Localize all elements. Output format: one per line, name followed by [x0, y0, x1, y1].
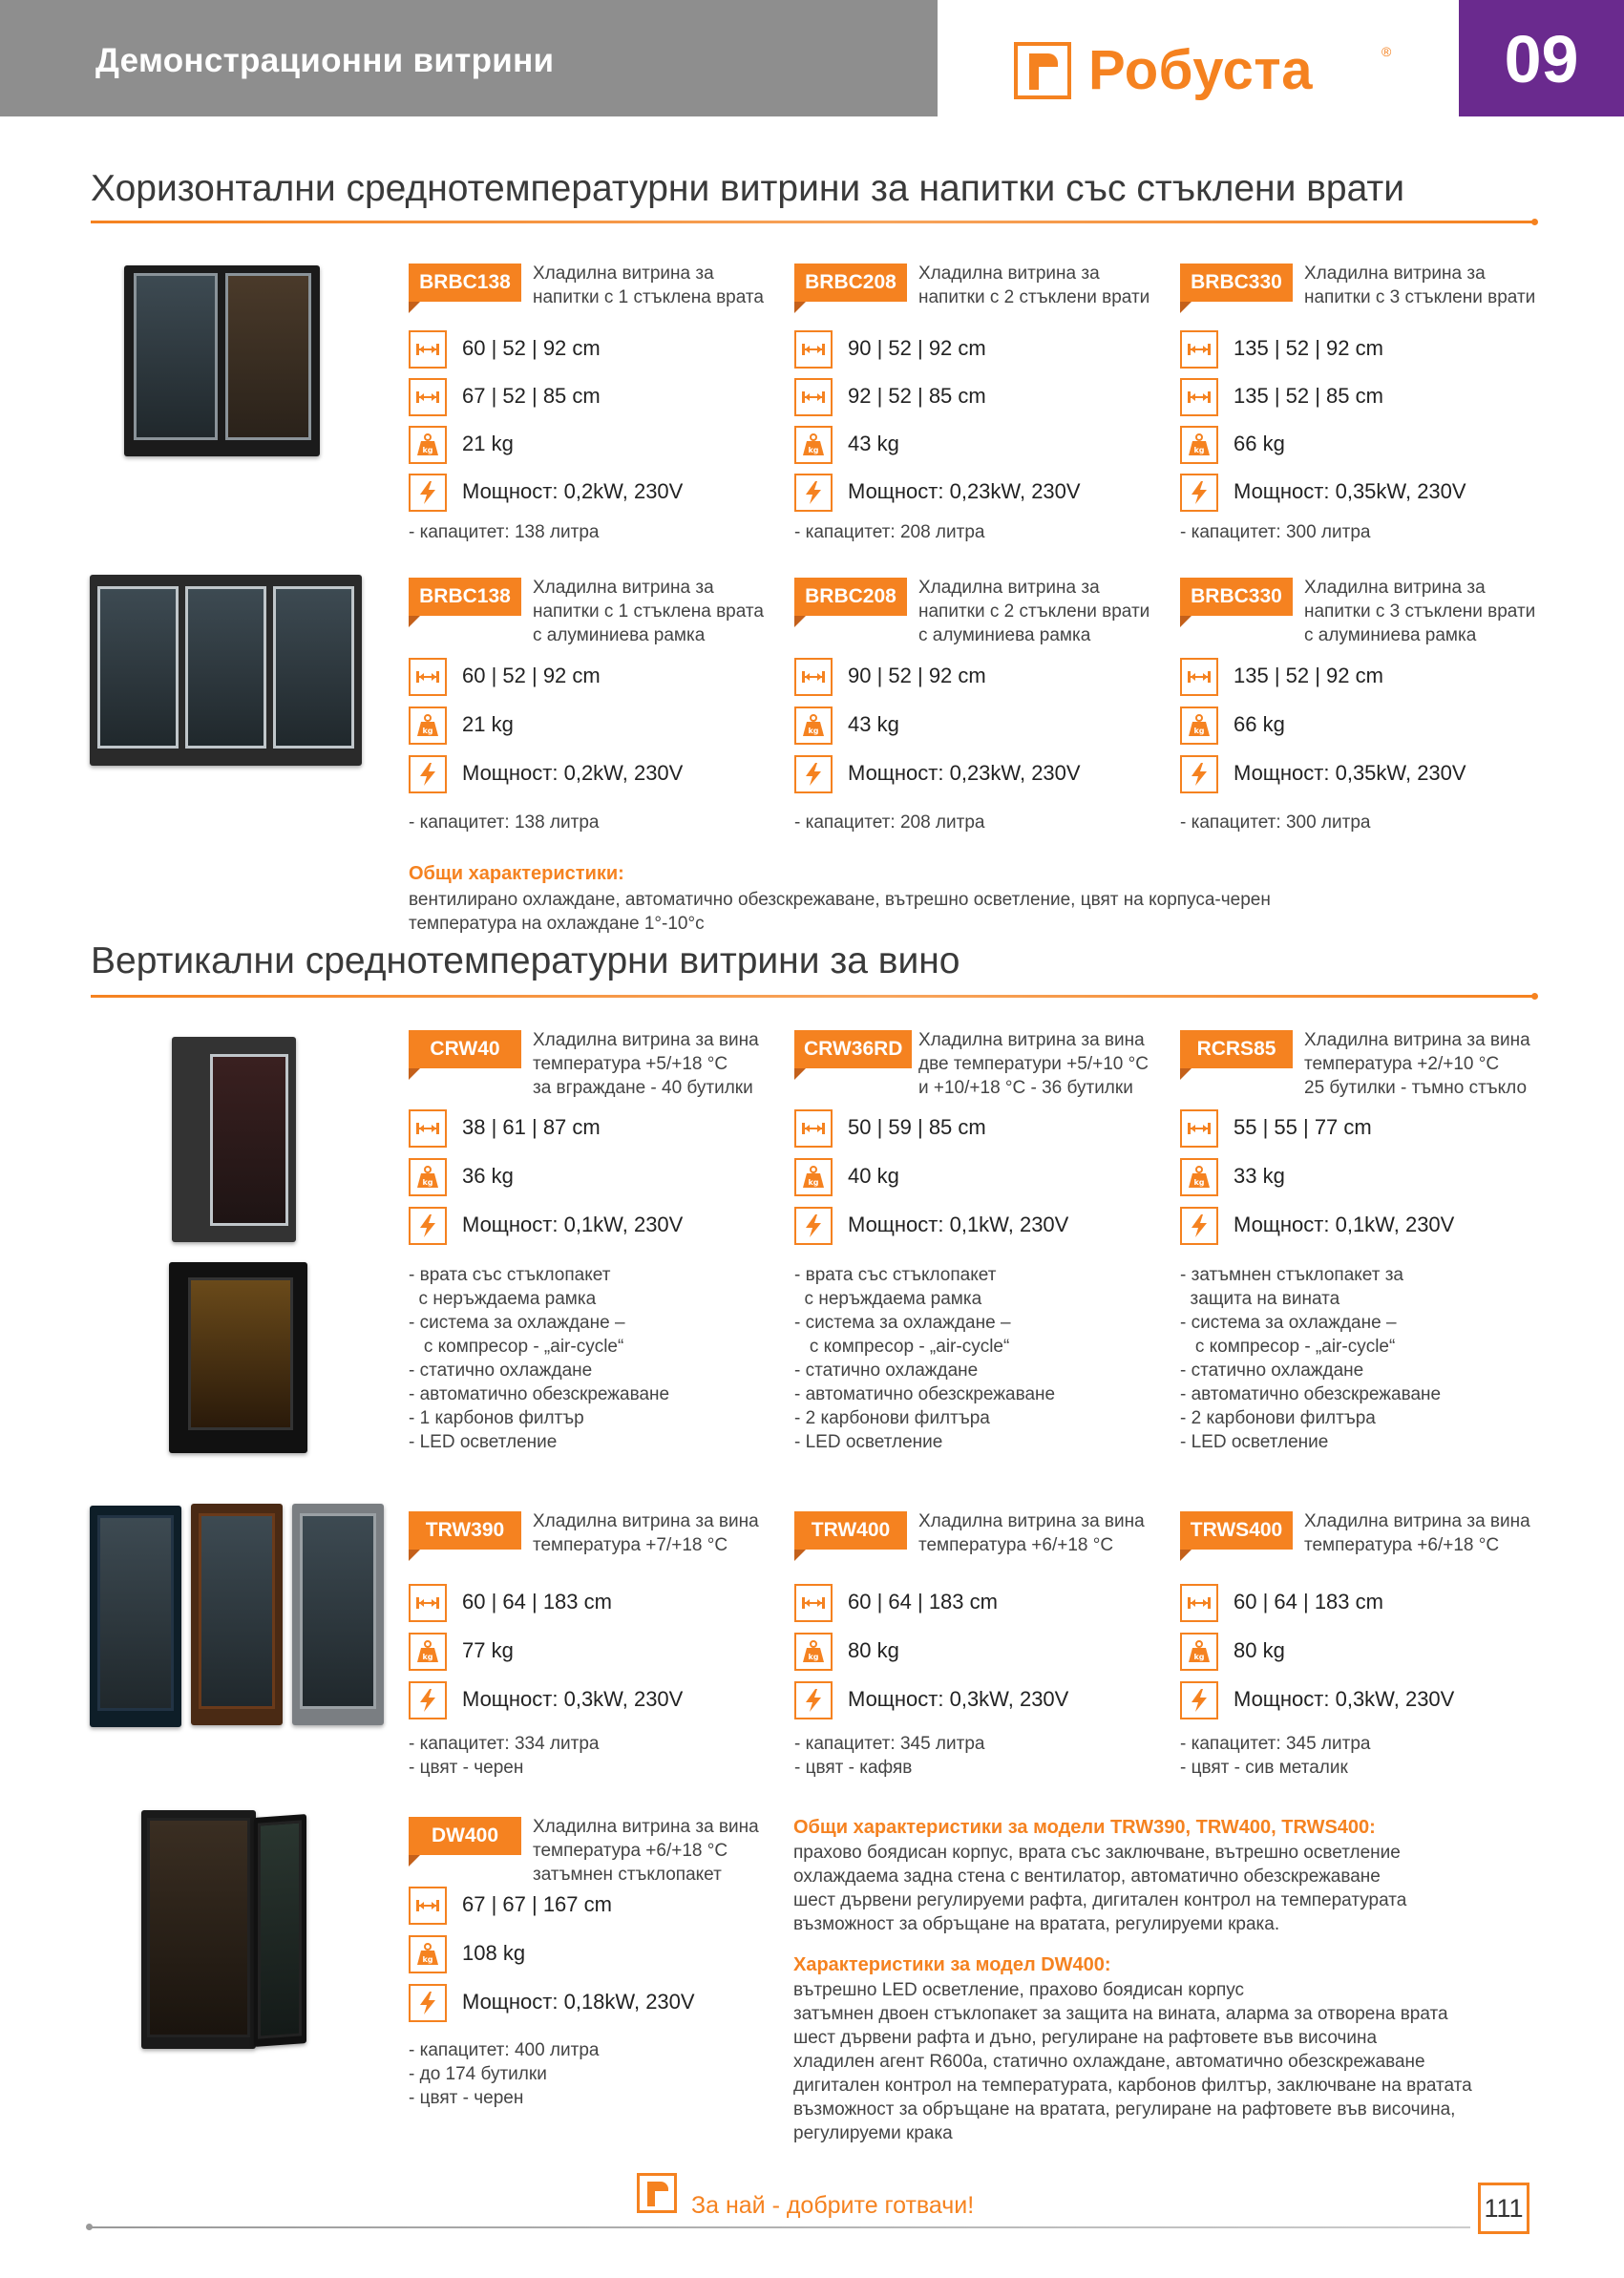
product-note: - статично охлаждане	[1180, 1360, 1364, 1381]
spec-row	[409, 330, 791, 372]
svg-text:kg: kg	[1193, 1653, 1205, 1661]
svg-text:kg: kg	[808, 1653, 819, 1661]
spec-row	[409, 1935, 791, 1977]
product-image-brbc-black	[124, 265, 320, 456]
spec-row	[409, 1207, 791, 1249]
spec-value: Мощност: 0,3kW, 230V	[1234, 1687, 1455, 1711]
product-image-crw36rd	[169, 1262, 307, 1453]
product-image-crw40	[172, 1037, 296, 1242]
power-icon	[409, 1681, 447, 1719]
spec-row	[794, 330, 1176, 372]
dimensions-icon	[794, 658, 833, 696]
product-note: - LED осветление	[794, 1432, 943, 1452]
section-rule	[91, 221, 1532, 223]
spec-row	[1180, 1109, 1562, 1151]
spec-value: Мощност: 0,35kW, 230V	[1234, 761, 1466, 785]
spec-row	[794, 1207, 1176, 1249]
spec-row	[794, 378, 1176, 420]
general-text-line: хладилен агент R600a, статично охлаждане, автоматично обезскрежаване	[793, 2052, 1425, 2072]
product-note: - затъмнен стъклопакет за	[1180, 1265, 1403, 1285]
svg-text:kg: kg	[808, 1178, 819, 1187]
description-line: Хладилна витрина за	[533, 578, 714, 598]
spec-value: 135 | 52 | 85 cm	[1234, 384, 1383, 408]
spec-value: 43 kg	[848, 432, 899, 455]
description-line: Хладилна витрина за	[918, 578, 1100, 598]
description-line: с алуминиева рамка	[1304, 625, 1477, 645]
product-description	[918, 576, 1186, 647]
general-text-line: възможност за обръщане на вратата, регулируеми крака.	[793, 1914, 1280, 1934]
spec-row	[1180, 378, 1562, 420]
spec-row	[1180, 426, 1562, 468]
spec-row	[1180, 707, 1562, 749]
dimensions-icon	[1180, 1584, 1218, 1622]
description-line: Хладилна витрина за	[1304, 578, 1486, 598]
dimensions-icon	[1180, 1109, 1218, 1148]
page-number: 111	[1484, 2194, 1524, 2223]
spec-row	[794, 474, 1176, 516]
product-card	[794, 1511, 1176, 1826]
description-line: напитки с 2 стъклени врати	[918, 287, 1150, 307]
dimensions-icon	[409, 658, 447, 696]
product-card	[409, 578, 791, 893]
dimensions-icon	[1180, 378, 1218, 416]
dimensions-icon	[794, 330, 833, 369]
section-title-wine: Вертикални среднотемпературни витрини за вино	[91, 940, 960, 981]
svg-text:kg: kg	[808, 446, 819, 454]
power-icon	[1180, 474, 1218, 512]
svg-text:kg: kg	[1193, 446, 1205, 454]
product-image-dw400	[141, 1810, 308, 2051]
description-line: за вграждане - 40 бутилки	[533, 1078, 753, 1098]
spec-row	[409, 658, 791, 700]
spec-value: 108 kg	[462, 1941, 526, 1965]
power-icon	[794, 1207, 833, 1245]
spec-row	[409, 378, 791, 420]
dimensions-icon	[409, 1109, 447, 1148]
product-note: - автоматично обезскрежаване	[794, 1384, 1056, 1404]
product-code-tag: BRBC208	[794, 578, 907, 616]
product-card	[1180, 578, 1562, 893]
product-note: - автоматично обезскрежаване	[1180, 1384, 1442, 1404]
general-heading-2: Общи характеристики за модели TRW390, TRW400, TRWS400:	[793, 1817, 1376, 1838]
product-note: - врата със стъклопакет	[409, 1265, 611, 1285]
product-description	[533, 1815, 800, 1887]
description-line: напитки с 1 стъклена врата	[533, 287, 764, 307]
general-heading-1: Общи характеристики:	[409, 863, 624, 884]
product-note: - LED осветление	[1180, 1432, 1329, 1452]
product-code-tag: RCRS85	[1180, 1030, 1293, 1068]
svg-text:kg: kg	[422, 727, 433, 735]
product-note: - капацитет: 138 литра	[409, 812, 600, 833]
product-note: - система за охлаждане –	[1180, 1313, 1397, 1333]
spec-value: 90 | 52 | 92 cm	[848, 664, 986, 687]
weight-icon	[1180, 426, 1218, 464]
spec-value: 135 | 52 | 92 cm	[1234, 336, 1383, 360]
spec-row	[409, 707, 791, 749]
general-line-1-2: температура на охлаждане 1°-10°с	[409, 914, 705, 934]
spec-value: 40 kg	[848, 1164, 899, 1188]
product-note: - капацитет: 208 литра	[794, 522, 985, 542]
product-description	[1304, 262, 1571, 309]
general-text-line: затъмнен двоен стъклопакет за защита на вината, аларма за отворена врата	[793, 2004, 1448, 2024]
spec-value: 67 | 67 | 167 cm	[462, 1892, 612, 1916]
general-heading-3: Характеристики за модел DW400:	[793, 1954, 1111, 1975]
product-description	[918, 1509, 1186, 1557]
spec-value: 92 | 52 | 85 cm	[848, 384, 986, 408]
product-code-tag: BRBC138	[409, 578, 521, 616]
general-line-1-1: вентилирано охлаждане, автоматично обезскрежаване, вътрешно осветление, цвят на корпуса-черен	[409, 890, 1271, 910]
weight-icon	[409, 707, 447, 745]
spec-row	[1180, 755, 1562, 797]
dimensions-icon	[794, 378, 833, 416]
dimensions-icon	[409, 1584, 447, 1622]
description-line: напитки с 3 стъклени врати	[1304, 601, 1536, 622]
power-icon	[409, 474, 447, 512]
spec-value: 38 | 61 | 87 cm	[462, 1115, 601, 1139]
product-card	[1180, 1511, 1562, 1826]
description-line: Хладилна витрина за вина	[533, 1511, 759, 1531]
product-note: - LED осветление	[409, 1432, 558, 1452]
product-note: - капацитет: 345 литра	[1180, 1734, 1371, 1754]
product-code-tag: CRW36RD	[794, 1030, 912, 1068]
description-line: две температури +5/+10 °C	[918, 1054, 1149, 1074]
product-note: - капацитет: 400 литра	[409, 2040, 600, 2060]
weight-icon	[1180, 1158, 1218, 1196]
power-icon	[794, 755, 833, 793]
description-line: температура +2/+10 °C	[1304, 1054, 1500, 1074]
product-note: - 1 карбонов филтър	[409, 1408, 584, 1428]
svg-text:kg: kg	[1193, 727, 1205, 735]
spec-value: 77 kg	[462, 1638, 514, 1662]
brand-registered-mark: ®	[1381, 44, 1392, 59]
chapter-number: 09	[1504, 22, 1579, 96]
weight-icon	[409, 1158, 447, 1196]
general-text-line: охлаждаема задна стена с вентилатор, автоматично обезскрежаване	[793, 1867, 1381, 1887]
spec-row	[1180, 330, 1562, 372]
spec-value: 55 | 55 | 77 cm	[1234, 1115, 1372, 1139]
product-description	[918, 1028, 1186, 1100]
product-card	[1180, 1030, 1562, 1452]
product-note: - капацитет: 300 литра	[1180, 522, 1371, 542]
product-code-tag: TRWS400	[1180, 1511, 1293, 1550]
product-note: - система за охлаждане –	[794, 1313, 1011, 1333]
dimensions-icon	[1180, 330, 1218, 369]
product-description	[1304, 576, 1571, 647]
product-note: - капацитет: 208 литра	[794, 812, 985, 833]
weight-icon	[409, 426, 447, 464]
spec-value: Мощност: 0,2kW, 230V	[462, 479, 684, 503]
weight-icon	[794, 1633, 833, 1671]
dimensions-icon	[794, 1584, 833, 1622]
spec-value: 67 | 52 | 85 cm	[462, 384, 601, 408]
spec-value: Мощност: 0,2kW, 230V	[462, 761, 684, 785]
spec-value: 43 kg	[848, 712, 899, 736]
product-note: - цвят - черен	[409, 2088, 524, 2108]
power-icon	[1180, 1681, 1218, 1719]
spec-value: Мощност: 0,1kW, 230V	[462, 1213, 684, 1236]
spec-row	[794, 755, 1176, 797]
product-code-tag: BRBC330	[1180, 264, 1293, 302]
weight-icon	[1180, 1633, 1218, 1671]
power-icon	[409, 1207, 447, 1245]
product-code-tag: DW400	[409, 1817, 521, 1855]
product-description	[533, 1509, 800, 1557]
description-line: Хладилна витрина за	[918, 264, 1100, 284]
product-note: - система за охлаждане –	[409, 1313, 625, 1333]
description-line: напитки с 2 стъклени врати	[918, 601, 1150, 622]
product-note: - цвят - кафяв	[794, 1758, 913, 1778]
description-line: 25 бутилки - тъмно стъкло	[1304, 1078, 1528, 1098]
product-note: - капацитет: 345 литра	[794, 1734, 985, 1754]
dimensions-icon	[409, 1887, 447, 1925]
brand-name: Робуста	[1088, 39, 1313, 101]
product-card	[409, 1030, 791, 1452]
product-note: с неръждаема рамка	[409, 1289, 597, 1309]
svg-text:kg: kg	[422, 1178, 433, 1187]
product-note: с неръждаема рамка	[794, 1289, 982, 1309]
product-note: - статично охлаждане	[409, 1360, 593, 1381]
header-title: Демонстрационни витрини	[95, 42, 555, 79]
spec-row	[409, 1584, 791, 1626]
spec-value: 33 kg	[1234, 1164, 1285, 1188]
spec-row	[409, 474, 791, 516]
footer-rule	[91, 2226, 1470, 2228]
svg-text:kg: kg	[422, 1955, 433, 1964]
description-line: с алуминиева рамка	[533, 625, 706, 645]
spec-value: Мощност: 0,1kW, 230V	[1234, 1213, 1455, 1236]
spec-value: 50 | 59 | 85 cm	[848, 1115, 986, 1139]
general-text-line: възможност за обръщане на вратата, регулиране на рафтовете във височина,	[793, 2099, 1456, 2120]
power-icon	[1180, 755, 1218, 793]
spec-row	[794, 707, 1176, 749]
spec-row	[409, 1984, 791, 2026]
product-note: с компресор - „air-cycle“	[794, 1337, 1010, 1357]
power-icon	[409, 755, 447, 793]
spec-row	[409, 1633, 791, 1675]
general-text-line: вътрешно LED осветление, прахово боядисан корпус	[793, 1980, 1245, 2000]
spec-value: 60 | 64 | 183 cm	[848, 1590, 998, 1614]
product-note: с компресор - „air-cycle“	[409, 1337, 624, 1357]
spec-row	[409, 1109, 791, 1151]
product-note: - цвят - сив металик	[1180, 1758, 1348, 1778]
product-description	[1304, 1028, 1571, 1100]
svg-text:kg: kg	[422, 446, 433, 454]
weight-icon	[1180, 707, 1218, 745]
product-card	[794, 578, 1176, 893]
spec-value: 80 kg	[848, 1638, 899, 1662]
spec-row	[409, 1887, 791, 1929]
footer-logo-icon	[637, 2173, 677, 2213]
spec-row	[409, 755, 791, 797]
product-image-brbc-aluminium	[90, 575, 362, 766]
product-description	[533, 262, 800, 309]
spec-value: Мощност: 0,3kW, 230V	[848, 1687, 1069, 1711]
product-description	[533, 1028, 800, 1100]
product-note: с компресор - „air-cycle“	[1180, 1337, 1396, 1357]
spec-value: 66 kg	[1234, 712, 1285, 736]
product-card	[409, 264, 791, 579]
dimensions-icon	[409, 378, 447, 416]
weight-icon	[794, 707, 833, 745]
spec-value: Мощност: 0,23kW, 230V	[848, 479, 1081, 503]
general-text-line: регулируеми крака	[793, 2123, 953, 2143]
description-line: и +10/+18 °C - 36 бутилки	[918, 1078, 1133, 1098]
description-line: напитки с 1 стъклена врата	[533, 601, 764, 622]
spec-value: 60 | 52 | 92 cm	[462, 664, 601, 687]
product-note: - автоматично обезскрежаване	[409, 1384, 670, 1404]
power-icon	[1180, 1207, 1218, 1245]
spec-value: 135 | 52 | 92 cm	[1234, 664, 1383, 687]
description-line: температура +6/+18 °C	[1304, 1535, 1500, 1555]
product-note: - капацитет: 334 литра	[409, 1734, 600, 1754]
spec-value: 21 kg	[462, 712, 514, 736]
spec-row	[1180, 658, 1562, 700]
description-line: с алуминиева рамка	[918, 625, 1091, 645]
spec-value: 60 | 64 | 183 cm	[462, 1590, 612, 1614]
product-description	[918, 262, 1186, 309]
dimensions-icon	[794, 1109, 833, 1148]
description-line: Хладилна витрина за вина	[918, 1511, 1145, 1531]
svg-text:kg: kg	[422, 1653, 433, 1661]
spec-row	[409, 426, 791, 468]
description-line: температура +7/+18 °C	[533, 1535, 728, 1555]
description-line: Хладилна витрина за вина	[1304, 1030, 1530, 1050]
weight-icon	[794, 1158, 833, 1196]
spec-row	[1180, 474, 1562, 516]
spec-row	[1180, 1207, 1562, 1249]
product-card	[794, 264, 1176, 579]
product-image-trw-series	[90, 1504, 386, 1729]
description-line: Хладилна витрина за	[533, 264, 714, 284]
spec-row	[1180, 1584, 1562, 1626]
weight-icon	[794, 426, 833, 464]
product-card	[409, 1511, 791, 1826]
spec-value: 80 kg	[1234, 1638, 1285, 1662]
product-note: - 2 карбонови филтъра	[794, 1408, 990, 1428]
description-line: напитки с 3 стъклени врати	[1304, 287, 1536, 307]
description-line: Хладилна витрина за вина	[918, 1030, 1145, 1050]
spec-row	[794, 1681, 1176, 1723]
product-note: - до 174 бутилки	[409, 2064, 547, 2084]
weight-icon	[409, 1935, 447, 1973]
product-note: - врата със стъклопакет	[794, 1265, 997, 1285]
product-note: - 2 карбонови филтъра	[1180, 1408, 1376, 1428]
product-note: защита на вината	[1180, 1289, 1340, 1309]
product-card	[794, 1030, 1176, 1452]
brand-logo-icon	[1014, 42, 1071, 99]
description-line: Хладилна витрина за вина	[1304, 1511, 1530, 1531]
description-line: Хладилна витрина за	[1304, 264, 1486, 284]
product-code-tag: CRW40	[409, 1030, 521, 1068]
product-code-tag: BRBC138	[409, 264, 521, 302]
product-note: - статично охлаждане	[794, 1360, 979, 1381]
product-card	[1180, 264, 1562, 579]
section-title-horizontal: Хоризонтални среднотемпературни витрини за напитки със стъклени врати	[91, 168, 1405, 209]
spec-row	[794, 1158, 1176, 1200]
spec-row	[1180, 1633, 1562, 1675]
general-text-line: дигитален контрол на температурата, карбонов филтър, заключване на вратата	[793, 2076, 1472, 2096]
product-code-tag: BRBC330	[1180, 578, 1293, 616]
product-card	[409, 1817, 791, 2132]
power-icon	[794, 1681, 833, 1719]
spec-row	[794, 658, 1176, 700]
product-code-tag: TRW390	[409, 1511, 521, 1550]
spec-row	[409, 1158, 791, 1200]
spec-row	[409, 1681, 791, 1723]
product-description	[1304, 1509, 1571, 1557]
spec-row	[794, 426, 1176, 468]
product-code-tag: BRBC208	[794, 264, 907, 302]
spec-value: Мощност: 0,18kW, 230V	[462, 1990, 695, 2014]
svg-text:kg: kg	[1193, 1178, 1205, 1187]
weight-icon	[409, 1633, 447, 1671]
description-line: затъмнен стъклопакет	[533, 1865, 722, 1885]
spec-row	[1180, 1681, 1562, 1723]
spec-value: 60 | 52 | 92 cm	[462, 336, 601, 360]
description-line: Хладилна витрина за вина	[533, 1030, 759, 1050]
general-text-line: прахово боядисан корпус, врата със заключване, вътрешно осветление	[793, 1843, 1401, 1863]
dimensions-icon	[1180, 658, 1218, 696]
spec-row	[794, 1109, 1176, 1151]
product-note: - капацитет: 300 литра	[1180, 812, 1371, 833]
description-line: Хладилна витрина за вина	[533, 1817, 759, 1837]
spec-value: Мощност: 0,23kW, 230V	[848, 761, 1081, 785]
spec-value: 66 kg	[1234, 432, 1285, 455]
description-line: температура +6/+18 °C	[533, 1841, 728, 1861]
spec-value: Мощност: 0,3kW, 230V	[462, 1687, 684, 1711]
product-description	[533, 576, 800, 647]
spec-value: 60 | 64 | 183 cm	[1234, 1590, 1383, 1614]
dimensions-icon	[409, 330, 447, 369]
spec-value: Мощност: 0,35kW, 230V	[1234, 479, 1466, 503]
power-icon	[409, 1984, 447, 2022]
general-text-line: шест дървени рафта и дъно, регулиране на рафтовете във височина	[793, 2028, 1378, 2048]
footer-slogan: За най - добрите готвачи!	[691, 2192, 975, 2219]
section-rule	[91, 995, 1532, 998]
spec-row	[1180, 1158, 1562, 1200]
svg-text:kg: kg	[808, 727, 819, 735]
spec-row	[794, 1633, 1176, 1675]
spec-value: 90 | 52 | 92 cm	[848, 336, 986, 360]
power-icon	[794, 474, 833, 512]
description-line: температура +6/+18 °C	[918, 1535, 1114, 1555]
spec-value: 21 kg	[462, 432, 514, 455]
spec-value: 36 kg	[462, 1164, 514, 1188]
product-code-tag: TRW400	[794, 1511, 907, 1550]
product-note: - капацитет: 138 литра	[409, 522, 600, 542]
description-line: температура +5/+18 °C	[533, 1054, 728, 1074]
spec-value: Мощност: 0,1kW, 230V	[848, 1213, 1069, 1236]
general-text-line: шест дървени регулируеми рафта, дигитален контрол на температурата	[793, 1890, 1407, 1910]
spec-row	[794, 1584, 1176, 1626]
product-note: - цвят - черен	[409, 1758, 524, 1778]
